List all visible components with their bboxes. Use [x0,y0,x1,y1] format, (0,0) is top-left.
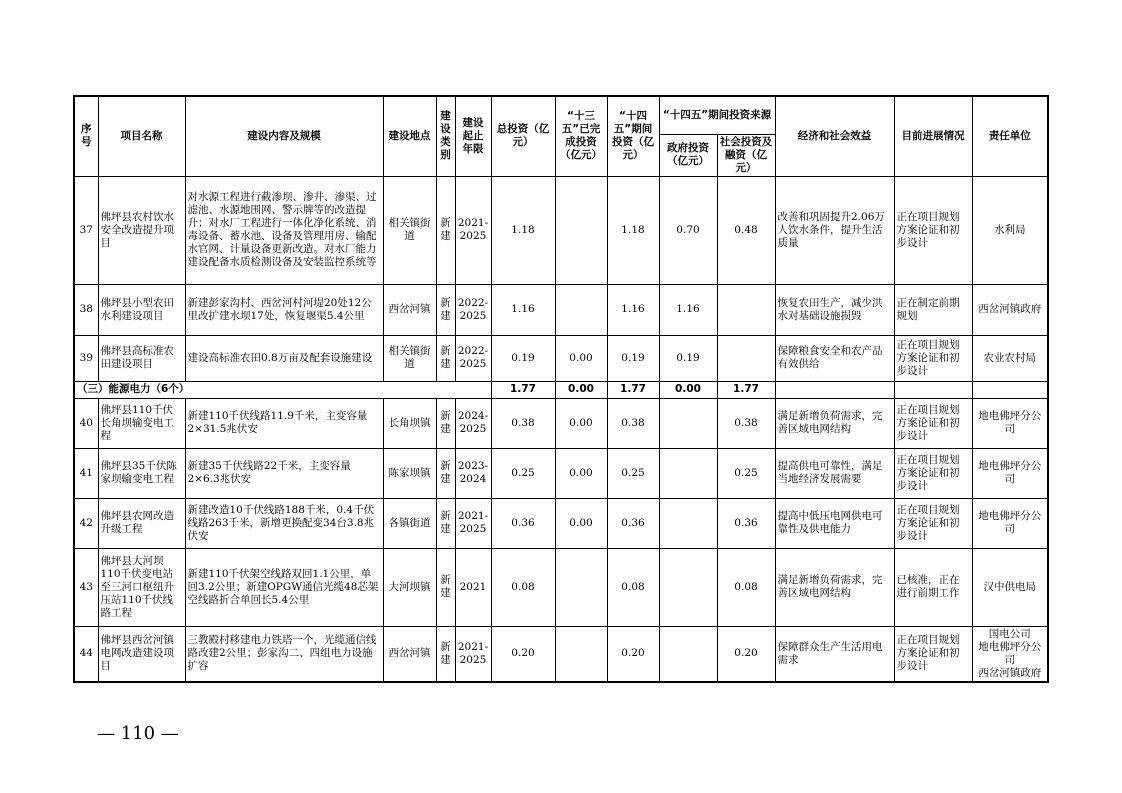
table-row [74,398,1048,448]
row-progress: 正在项目规划方案论证和初步设计 [894,448,972,498]
row-plan145: 0.38 [607,398,659,448]
row-location: 西岔河镇 [383,626,436,682]
row-benefit: 提高中低压电网供电可靠性及供电能力 [775,498,894,548]
row-progress: 正在项目规划方案论证和初步设计 [894,398,972,448]
row-type: 新建 [436,498,455,548]
row-location: 陈家坝镇 [383,448,436,498]
row-plan145: 0.19 [607,335,659,381]
row-done135: 0.00 [555,335,607,381]
row-period: 2024-2025 [455,398,491,448]
row-social [717,335,775,381]
row-total: 0.19 [491,335,555,381]
row-type: 新建 [436,448,455,498]
row-unit: 西岔河镇政府 [972,284,1048,335]
row-unit: 农业农村局 [972,335,1048,381]
row-no: 38 [74,284,98,335]
row-content: 新建改造10千伏线路188千米，0.4千伏线路263千米，新增更换配变34台3.8兆伏安 [185,498,383,548]
row-type: 新建 [436,398,455,448]
row-content: 三教殿村移建电力铁塔一个，光缆通信线路改建2公里；彭家沟二、四组电力设施扩容 [185,626,383,682]
header-social: 社会投资及融资（亿元） [717,134,775,176]
row-location: 相关镇街道 [383,335,436,381]
row-name: 佛坪县大河坝110千伏变电站至三河口枢纽升压站110千伏线路工程 [98,548,185,626]
section-gov: 0.00 [659,381,717,398]
row-period: 2022-2025 [455,335,491,381]
page-number: — 110 — [97,723,179,744]
row-unit: 汉中供电局 [972,548,1048,626]
row-no: 42 [74,498,98,548]
row-done135 [555,548,607,626]
header-location: 建设地点 [383,96,436,176]
header-period: 建设起止年限 [455,96,491,176]
row-location: 大河坝镇 [383,548,436,626]
header-done135: “十三五”已完成投资（亿元） [555,96,607,176]
header-seq: 序号 [74,96,98,176]
row-location: 相关镇街道 [383,176,436,284]
unit-line: 西岔河镇政府 [978,666,1042,679]
row-location: 西岔河镇 [383,284,436,335]
row-total: 0.36 [491,498,555,548]
row-name: 佛坪县小型农田水利建设项目 [98,284,185,335]
row-no: 37 [74,176,98,284]
row-gov [659,448,717,498]
row-benefit: 提高供电可靠性，满足当地经济发展需要 [775,448,894,498]
row-benefit: 保障粮食安全和农产品有效供给 [775,335,894,381]
header-content: 建设内容及规模 [185,96,383,176]
row-name: 佛坪县农网改造升级工程 [98,498,185,548]
row-name: 佛坪县高标准农田建设项目 [98,335,185,381]
row-social [717,284,775,335]
row-type: 新建 [436,176,455,284]
row-no: 44 [74,626,98,682]
row-name: 佛坪县农村饮水安全改造提升项目 [98,176,185,284]
row-gov [659,548,717,626]
row-gov [659,498,717,548]
row-social: 0.36 [717,498,775,548]
section-row-energy [74,381,1048,398]
row-social: 0.48 [717,176,775,284]
row-social: 0.20 [717,626,775,682]
row-done135: 0.00 [555,498,607,548]
section-label: （三）能源电力（6个） [74,381,491,398]
row-unit: 地电佛坪分公司 [972,398,1048,448]
row-benefit: 保障群众生产生活用电需求 [775,626,894,682]
row-total: 1.16 [491,284,555,335]
table-row [74,284,1048,335]
row-done135: 0.00 [555,398,607,448]
header-gov: 政府投资（亿元） [659,134,717,176]
row-progress: 正在制定前期规划 [894,284,972,335]
row-unit: 地电佛坪分公司 [972,498,1048,548]
row-content: 新建110千伏线路11.9千米，主变容量2×31.5兆伏安 [185,398,383,448]
row-period: 2023-2024 [455,448,491,498]
row-name: 佛坪县110千伏长角坝输变电工程 [98,398,185,448]
row-content: 新建35千伏线路22千米，主变容量2×6.3兆伏安 [185,448,383,498]
row-gov: 0.70 [659,176,717,284]
row-period: 2022-2025 [455,284,491,335]
section-social: 1.77 [717,381,775,398]
row-benefit: 满足新增负荷需求，完善区域电网结构 [775,548,894,626]
row-plan145: 1.18 [607,176,659,284]
projects-table [73,95,1049,683]
row-no: 39 [74,335,98,381]
header-row-1 [74,96,1048,134]
table-row [74,448,1048,498]
row-done135 [555,176,607,284]
header-source-group: “十四五”期间投资来源 [659,96,775,134]
row-period: 2021-2025 [455,498,491,548]
section-total: 1.77 [491,381,555,398]
row-type: 新建 [436,626,455,682]
row-name: 佛坪县西岔河镇电网改造建设项目 [98,626,185,682]
row-unit-multi [972,626,1048,682]
table-row [74,176,1048,284]
row-total: 0.08 [491,548,555,626]
row-gov: 0.19 [659,335,717,381]
unit-line: 国电公司 [988,627,1031,640]
row-no: 43 [74,548,98,626]
section-progress-empty [894,381,972,398]
row-no: 40 [74,398,98,448]
header-type: 建设类别 [436,96,455,176]
row-no: 41 [74,448,98,498]
row-plan145: 0.25 [607,448,659,498]
row-done135: 0.00 [555,448,607,498]
row-period: 2021-2025 [455,176,491,284]
row-plan145: 0.36 [607,498,659,548]
section-benefit-empty [775,381,894,398]
row-content: 对水源工程进行截渗坝、渗井、渗渠、过滤池、水源地围网、警示牌等的改造提升；对水厂工程进行一体化净化系统、消毒设备、蓄水池、设备及管理用房、输配水官网、计量设备更新改造。对水厂能力建设配备水质检测设备及安装监控系统等 [185,176,383,284]
row-unit: 地电佛坪分公司 [972,448,1048,498]
row-type: 新建 [436,548,455,626]
row-progress: 已核准，正在进行前期工作 [894,548,972,626]
row-content: 新建110千伏架空线路双回1.1公里，单回3.2公里；新建OPGW通信光缆48芯架空线路折合单回长5.4公里 [185,548,383,626]
row-unit: 水利局 [972,176,1048,284]
row-total: 0.20 [491,626,555,682]
row-progress: 正在项目规划方案论证和初步设计 [894,498,972,548]
header-progress: 目前进展情况 [894,96,972,176]
row-done135 [555,284,607,335]
row-benefit: 改善和巩固提升2.06万人饮水条件，提升生活质量 [775,176,894,284]
table-row [74,335,1048,381]
row-progress: 正在项目规划方案论证和初步设计 [894,626,972,682]
row-location: 长角坝镇 [383,398,436,448]
row-total: 1.18 [491,176,555,284]
header-name: 项目名称 [98,96,185,176]
header-unit: 责任单位 [972,96,1048,176]
row-name: 佛坪县35千伏陈家坝输变电工程 [98,448,185,498]
row-benefit: 满足新增负荷需求，完善区域电网结构 [775,398,894,448]
header-total: 总投资（亿元） [491,96,555,176]
section-done135: 0.00 [555,381,607,398]
row-progress: 正在项目规划方案论证和初步设计 [894,335,972,381]
row-done135 [555,626,607,682]
row-plan145: 1.16 [607,284,659,335]
row-progress: 正在项目规划方案论证和初步设计 [894,176,972,284]
row-gov [659,626,717,682]
row-type: 新建 [436,284,455,335]
section-plan145: 1.77 [607,381,659,398]
row-content: 建设高标准农田0.8万亩及配套设施建设 [185,335,383,381]
table-row [74,498,1048,548]
unit-line: 地电佛坪分公司 [978,640,1042,666]
row-content: 新建彭家沟村、西岔河村河堤20处12公里改扩建水坝17处，恢复堰渠5.4公里 [185,284,383,335]
row-social: 0.08 [717,548,775,626]
table-row [74,626,1048,682]
row-plan145: 0.20 [607,626,659,682]
row-period: 2021-2025 [455,626,491,682]
row-total: 0.38 [491,398,555,448]
header-plan145: “十四五”期间投资（亿元） [607,96,659,176]
row-benefit: 恢复农田生产，减少洪水对基础设施损毁 [775,284,894,335]
row-gov [659,398,717,448]
row-social: 0.38 [717,398,775,448]
table-row [74,548,1048,626]
header-benefit: 经济和社会效益 [775,96,894,176]
section-unit-empty [972,381,1048,398]
row-period: 2021 [455,548,491,626]
row-total: 0.25 [491,448,555,498]
row-type: 新建 [436,335,455,381]
row-social: 0.25 [717,448,775,498]
row-plan145: 0.08 [607,548,659,626]
row-gov: 1.16 [659,284,717,335]
row-location: 各镇街道 [383,498,436,548]
